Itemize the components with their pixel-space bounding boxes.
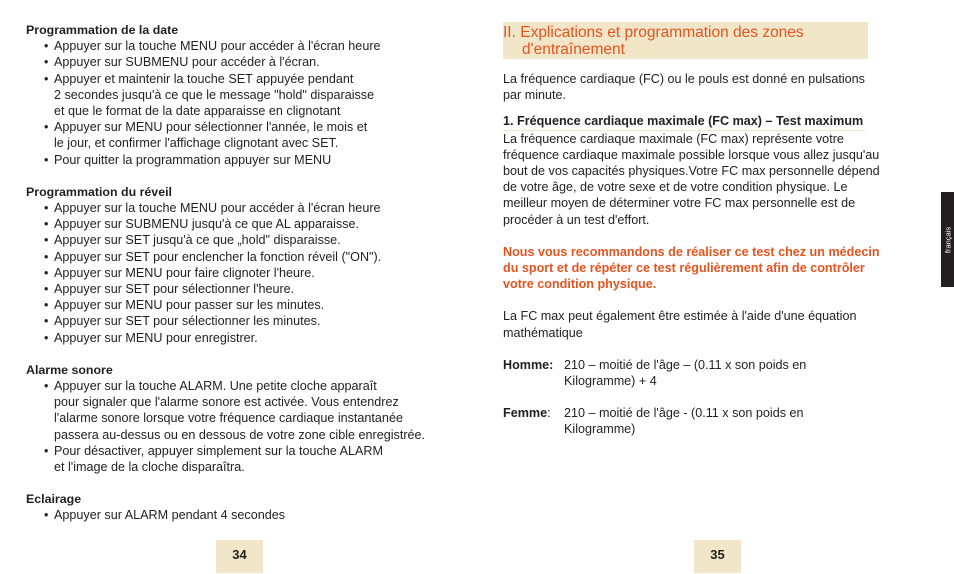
list-item: • Appuyer sur MENU pour faire clignoter l'heure.	[44, 265, 471, 281]
sound-list	[26, 378, 471, 475]
intro-paragraph: La fréquence cardiaque (FC) ou le pouls est donné en pulsations par minute.	[503, 72, 865, 103]
list-item: • Pour désactiver, appuyer simplement sur la touche ALARM et l'image de la cloche disparaîtra.	[44, 443, 471, 475]
list-item: • Appuyer sur la touche ALARM. Une petite cloche apparaît pour signaler que l'alarme sonore est activée. Vous entendrez l'alarme sonore lorsque votre fréquence cardiaque instantanée passera au-dessus ou en dessous de votre zone cible enregistrée.	[44, 378, 471, 443]
formula-women	[503, 405, 923, 437]
alarm-list	[26, 200, 471, 346]
test-paragraph: La fréquence cardiaque maximale (FC max) représente votre fréquence cardiaque maximale possible lorsque vous allez jusqu'au bout de vos capacités physiques.Votre FC max personnelle dépend de votre âge, de votre sexe et de votre condition physique. Le meilleur moyen de déterminer votre FC max personnelle est de procéder à un test d'effort.	[503, 131, 880, 227]
right-page	[503, 22, 923, 438]
sound-section	[26, 362, 471, 475]
formula-value: 210 – moitié de l'âge – (0.11 x son poids en Kilogramme) + 4	[564, 357, 807, 389]
list-item: • Appuyer sur MENU pour sélectionner l'année, le mois et le jour, et confirmer l'affichage clignotant avec SET.	[44, 119, 471, 151]
list-item: • Appuyer sur la touche MENU pour accéder à l'écran heure	[44, 200, 471, 216]
alarm-section	[26, 184, 471, 346]
formula-men	[503, 357, 923, 389]
list-item: • Appuyer sur MENU pour enregistrer.	[44, 330, 471, 346]
date-heading: Programmation de la date	[26, 23, 179, 37]
list-item: • Appuyer sur ALARM pendant 4 secondes	[44, 507, 471, 523]
date-section	[26, 22, 471, 168]
recommendation-warning: Nous vous recommandons de réaliser ce test chez un médecin du sport et de répéter ce test régulièrement afin de contrôler votre condition physique.	[503, 244, 880, 292]
left-page	[26, 22, 471, 540]
page-number-right: 35	[694, 540, 741, 573]
light-section	[26, 491, 471, 523]
formula-value: 210 – moitié de l'âge - (0.11 x son poids en Kilogramme)	[564, 406, 804, 437]
list-item: • Appuyer sur la touche MENU pour accéder à l'écran heure	[44, 38, 471, 54]
alarm-heading: Programmation du réveil	[26, 184, 172, 199]
list-item: • Appuyer sur SUBMENU jusqu'à ce que AL apparaisse.	[44, 216, 471, 232]
list-item: • Pour quitter la programmation appuyer sur MENU	[44, 152, 471, 168]
chapter-heading: II. Explications et programmation des zones d'entraînement	[503, 22, 868, 59]
date-list	[26, 38, 471, 168]
list-item: • Appuyer et maintenir la touche SET appuyée pendant 2 secondes jusqu'à ce que le message "hold" disparaisse et que le format de la date apparaisse en clignotant	[44, 71, 471, 120]
list-item: • Appuyer sur SUBMENU pour accéder à l'écran.	[44, 54, 471, 70]
list-item: • Appuyer sur SET jusqu'à ce que „hold" disparaisse.	[44, 232, 471, 248]
language-tab	[941, 192, 954, 287]
page-number-left: 34	[216, 540, 263, 573]
formula-label: Femme:	[503, 406, 551, 421]
language-tab-label: français	[943, 226, 952, 253]
light-list	[26, 507, 471, 523]
list-item: • Appuyer sur SET pour sélectionner les minutes.	[44, 313, 471, 329]
list-item: • Appuyer sur SET pour enclencher la fonction réveil ("ON").	[44, 249, 471, 265]
light-heading: Eclairage	[26, 492, 82, 507]
estimate-paragraph: La FC max peut également être estimée à l'aide d'une équation mathématique	[503, 309, 857, 340]
sound-heading: Alarme sonore	[26, 362, 113, 377]
test-subheading: 1. Fréquence cardiaque maximale (FC max) – Test maximum	[503, 113, 865, 130]
list-item: • Appuyer sur SET pour sélectionner l'heure.	[44, 281, 471, 297]
list-item: • Appuyer sur MENU pour passer sur les minutes.	[44, 297, 471, 313]
formula-label: Homme:	[503, 357, 554, 372]
